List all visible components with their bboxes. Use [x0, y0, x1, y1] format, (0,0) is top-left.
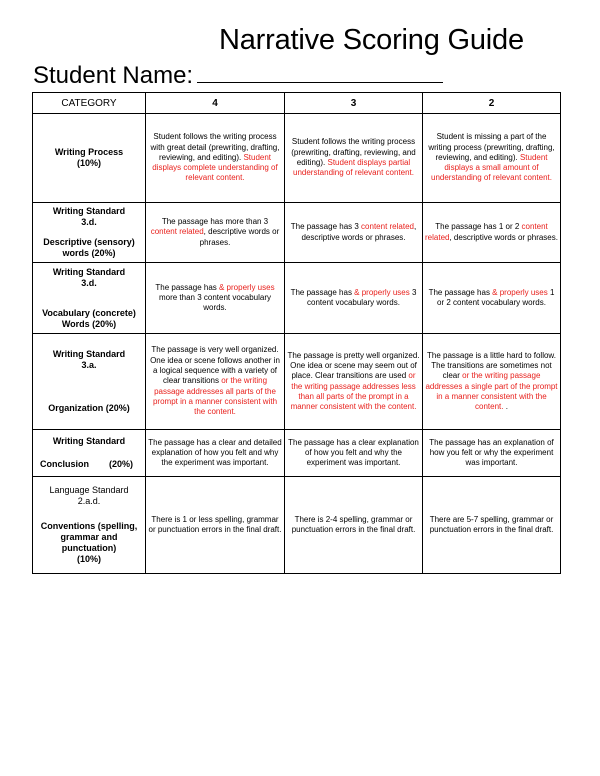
- category-weight: Organization (20%): [48, 403, 130, 413]
- category-title: Writing Process: [54, 147, 124, 157]
- cell-red-text: Student displays complete understanding of relevant content.: [152, 152, 278, 183]
- spacer: [33, 447, 145, 459]
- score-3-cell: [285, 203, 423, 263]
- cell-text: Student is missing a part of the writing process (prewriting, drafting, reviewing, and editing).: [428, 132, 555, 162]
- cell-text: 1 or 2 content vocabulary words.: [437, 287, 555, 307]
- table-row: [33, 477, 561, 574]
- score-2-cell: The passage has an explanation of how you felt or why the experiment was important.: [423, 430, 561, 477]
- cell-text: The passage has 3: [290, 222, 362, 232]
- category-subtitle: Conventions (spelling, grammar and punctuation): [40, 521, 138, 553]
- spacer: [33, 371, 145, 403]
- cell-red-text: or the writing passage addresses all parts of the prompt in a manner consistent with the content.: [152, 376, 278, 417]
- header-score-2: 2: [423, 93, 561, 114]
- spacer: [33, 228, 145, 237]
- score-2-cell: [423, 203, 561, 263]
- cell-red-text: Student displays partial understanding of relevant content.: [293, 158, 414, 178]
- cell-text: The passage has: [155, 282, 219, 292]
- category-conclusion: [33, 430, 146, 477]
- cell-text: .: [505, 402, 508, 412]
- category-conventions: [33, 477, 146, 574]
- category-vocabulary: [33, 263, 146, 334]
- cell-red-text: & properly uses: [354, 287, 410, 297]
- cell-red-text: content related: [150, 227, 204, 237]
- table-row: [33, 203, 561, 263]
- cell-red-text: Student displays a small amount of understanding of relevant content.: [431, 152, 552, 183]
- header-row: [33, 93, 561, 114]
- category-weight: (20%): [109, 459, 134, 469]
- category-title: Writing Standard 3.a.: [52, 349, 126, 370]
- score-2-cell: [423, 263, 561, 334]
- cell-text: , descriptive words or phrases.: [199, 227, 280, 247]
- table-row: [33, 263, 561, 334]
- score-3-cell: The passage has a clear explanation of how you felt and why the experiment was important.: [285, 430, 423, 477]
- cell-text: Student follows the writing process (prewriting, drafting, reviewing, and editing).: [291, 137, 416, 167]
- cell-red-text: content related: [361, 222, 414, 232]
- spacer: [33, 507, 145, 521]
- score-4-cell: The passage has a clear and detailed explanation of how you felt and why the experiment was important.: [146, 430, 285, 477]
- cell-text: The passage has: [428, 287, 493, 297]
- cell-text: 3 content vocabulary words.: [307, 287, 417, 307]
- category-title: Writing Standard 3.d.: [52, 266, 126, 288]
- score-3-cell: [285, 114, 423, 203]
- category-title: Writing Standard 3.d.: [52, 206, 126, 227]
- cell-red-text: content related: [425, 222, 548, 242]
- score-2-cell: [423, 334, 561, 430]
- cell-text: The passage has more than 3: [161, 217, 269, 227]
- table-row: [33, 114, 561, 203]
- table-row: [33, 430, 561, 477]
- category-descriptive: [33, 203, 146, 263]
- category-weight: (10%): [76, 158, 101, 168]
- cell-text: The passage is pretty well organized. One idea or scene may seem out of place. Clear transitions are used: [287, 350, 420, 381]
- cell-red-text: or the writing passage addresses a single part of the prompt in a manner consistent with the content.: [425, 371, 558, 412]
- cell-text: , descriptive words or phrases.: [449, 232, 558, 242]
- category-subtitle: Conclusion: [40, 459, 89, 469]
- category-weight: Descriptive (sensory) words (20%): [43, 237, 135, 258]
- score-3-cell: [285, 334, 423, 430]
- student-name-blank-line: [197, 62, 443, 83]
- header-score-4: 4: [146, 93, 285, 114]
- cell-red-text: or the writing passage addresses less than all parts of the prompt in a manner consistent with the content.: [290, 371, 417, 412]
- cell-text: The passage has 1 or 2: [435, 222, 522, 232]
- cell-red-text: & properly uses: [492, 287, 548, 297]
- score-4-cell: There is 1 or less spelling, grammar or punctuation errors in the final draft.: [146, 477, 285, 574]
- scoring-rubric-table: [32, 92, 561, 574]
- score-4-cell: [146, 263, 285, 334]
- category-weight: (10%): [76, 554, 101, 564]
- table-row: [33, 334, 561, 430]
- header-score-3: 3: [285, 93, 423, 114]
- cell-text: Student follows the writing process with great detail (prewriting, drafting, reviewing, and editing).: [150, 132, 280, 162]
- score-4-cell: [146, 203, 285, 263]
- student-name-field: [33, 62, 443, 90]
- cell-text: more than 3 content vocabulary words.: [158, 292, 272, 313]
- category-title: Writing Standard: [52, 436, 126, 446]
- category-weight-line: [33, 459, 145, 470]
- page-title: Narrative Scoring Guide: [219, 24, 524, 56]
- cell-red-text: & properly uses: [219, 282, 275, 292]
- score-4-cell: [146, 334, 285, 430]
- score-2-cell: [423, 114, 561, 203]
- cell-text: The passage has: [290, 287, 355, 297]
- score-3-cell: There is 2-4 spelling, grammar or punctuation errors in the final draft.: [285, 477, 423, 574]
- score-3-cell: [285, 263, 423, 334]
- header-category: CATEGORY: [33, 93, 146, 114]
- spacer: [33, 289, 145, 308]
- cell-text: The passage is a little hard to follow. The transitions are sometimes not clear: [427, 350, 556, 381]
- category-organization: [33, 334, 146, 430]
- cell-text: , descriptive words or phrases.: [301, 222, 417, 242]
- score-2-cell: There are 5-7 spelling, grammar or punctuation errors in the final draft.: [423, 477, 561, 574]
- category-title: Language Standard 2.a.d.: [49, 485, 129, 506]
- student-name-label: Student Name:: [33, 62, 194, 89]
- cell-text: The passage is very well organized. One idea or scene follows another in a logical sequence with a variety of clear transitions: [150, 345, 280, 386]
- category-weight: Vocabulary (concrete) Words (20%): [42, 307, 136, 329]
- category-writing-process: [33, 114, 146, 203]
- score-4-cell: [146, 114, 285, 203]
